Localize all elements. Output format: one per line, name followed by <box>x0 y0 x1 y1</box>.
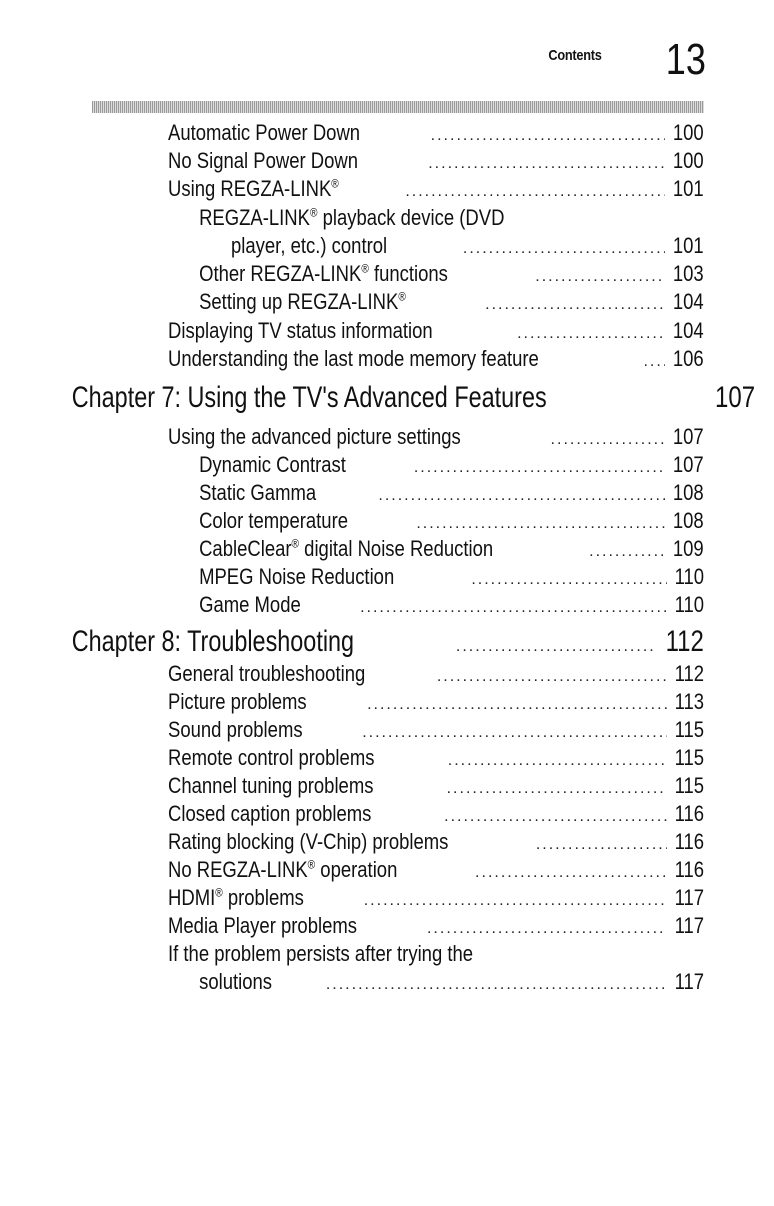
toc-entry-title: No Signal Power Down <box>168 148 359 173</box>
toc-entry-page: 115 <box>674 717 704 742</box>
toc-entry-page: 117 <box>674 913 704 938</box>
toc-entry-title: MPEG Noise Reduction <box>199 564 395 589</box>
toc-entry[interactable] <box>0 288 704 319</box>
toc-entry-title: Remote control problems <box>168 745 375 770</box>
toc-entry-page: 108 <box>673 508 704 533</box>
toc-entry-title: player, etc.) control <box>231 233 388 258</box>
dot-leader <box>326 971 667 999</box>
toc-entry[interactable] <box>0 940 704 968</box>
toc-entry-title: Rating blocking (V-Chip) problems <box>168 829 449 854</box>
toc-entry[interactable] <box>0 119 704 150</box>
toc-entry-title: No REGZA-LINK® operation <box>168 857 398 882</box>
toc-entry[interactable] <box>0 968 704 999</box>
toc-entry-page: 101 <box>673 233 704 258</box>
toc-entry[interactable] <box>0 716 704 747</box>
toc-chapter-title: Chapter 7: Using the TV's Advanced Features <box>71 381 547 414</box>
dot-leader <box>360 594 667 622</box>
toc-entry-title: Using the advanced picture settings <box>168 424 461 449</box>
dot-leader <box>448 747 667 775</box>
toc-entry-page: 100 <box>673 120 704 145</box>
toc-chapter-page: 112 <box>665 625 704 658</box>
toc-entry-title: Understanding the last mode memory feature <box>168 346 539 371</box>
toc-entry[interactable] <box>0 147 704 178</box>
toc-entry-title: Closed caption problems <box>168 801 372 826</box>
dot-leader <box>427 915 667 943</box>
toc-entry[interactable] <box>0 535 704 566</box>
toc-entry-title: Color temperature <box>199 508 349 533</box>
toc-entry-page: 104 <box>673 289 704 314</box>
dot-leader <box>475 859 667 887</box>
header-rule <box>92 101 704 113</box>
toc-entry[interactable] <box>0 744 704 775</box>
toc-chapter-entry[interactable] <box>0 625 704 661</box>
toc-entry-page: 104 <box>673 318 704 343</box>
dot-leader <box>447 775 667 803</box>
toc-entry-page: 106 <box>673 346 704 371</box>
toc-entry-title: REGZA-LINK® playback device (DVD <box>199 205 505 230</box>
toc-entry-page: 110 <box>674 564 704 589</box>
toc-entry-page: 115 <box>674 773 704 798</box>
toc-entry[interactable] <box>0 800 704 831</box>
toc-entry[interactable] <box>0 912 704 943</box>
dot-leader <box>485 291 665 319</box>
toc-entry-title: CableClear® digital Noise Reduction <box>199 536 494 561</box>
toc-entry-page: 110 <box>674 592 704 617</box>
dot-leader <box>367 691 667 719</box>
toc-entry-page: 113 <box>674 689 704 714</box>
dot-leader <box>444 803 667 831</box>
dot-leader <box>437 663 667 691</box>
toc-entry[interactable] <box>0 175 704 206</box>
toc-entry[interactable] <box>0 884 704 915</box>
toc-entry[interactable] <box>0 856 704 887</box>
toc-entry[interactable] <box>0 688 704 719</box>
dot-leader <box>517 320 665 348</box>
toc-chapter-page: 107 <box>714 381 755 414</box>
toc-entry-page: 107 <box>673 424 704 449</box>
toc-entry-title: Displaying TV status information <box>168 318 433 343</box>
dot-leader <box>535 263 665 291</box>
toc-entry-page: 116 <box>674 829 704 854</box>
toc-entry[interactable] <box>0 828 704 859</box>
toc-entry-title: Automatic Power Down <box>168 120 361 145</box>
toc-entry-title: Using REGZA-LINK® <box>168 176 339 201</box>
toc-entry-page: 108 <box>673 480 704 505</box>
toc-entry-page: 101 <box>673 176 704 201</box>
toc-chapter-entry[interactable] <box>0 381 755 417</box>
toc-entry-page: 116 <box>674 857 704 882</box>
toc-entry-title: HDMI® problems <box>168 885 304 910</box>
toc-entry-title: solutions <box>199 969 273 994</box>
dot-leader <box>589 538 665 566</box>
toc-entry-page: 117 <box>674 885 704 910</box>
toc-entry-page: 100 <box>673 148 704 173</box>
toc-entry[interactable] <box>0 591 704 622</box>
toc-entry[interactable] <box>0 423 704 454</box>
toc-entry[interactable] <box>0 260 704 291</box>
toc-entry-title: Dynamic Contrast <box>199 452 346 477</box>
dot-leader <box>456 633 654 661</box>
toc-entry-title: Static Gamma <box>199 480 317 505</box>
toc-entry-title: Game Mode <box>199 592 301 617</box>
toc-entry-page: 115 <box>674 745 704 770</box>
toc-entry-page: 107 <box>673 452 704 477</box>
toc-entry-page: 103 <box>673 261 704 286</box>
toc-entry[interactable] <box>0 660 704 691</box>
dot-leader <box>643 348 665 376</box>
toc-entry-title: If the problem persists after trying the <box>168 941 474 966</box>
toc-entry[interactable] <box>0 345 704 376</box>
toc-entry-page: 116 <box>674 801 704 826</box>
toc-entry[interactable] <box>0 451 704 482</box>
dot-leader <box>416 510 665 538</box>
dot-leader <box>431 122 666 150</box>
dot-leader <box>362 719 667 747</box>
dot-leader <box>463 235 665 263</box>
toc-entry-title: Other REGZA-LINK® functions <box>199 261 448 286</box>
dot-leader <box>405 178 665 206</box>
toc-entry-title: Picture problems <box>168 689 307 714</box>
dot-leader <box>364 887 667 915</box>
dot-leader <box>378 482 665 510</box>
toc-entry[interactable] <box>0 507 704 538</box>
toc-entry[interactable] <box>0 232 704 263</box>
toc-entry-page: 112 <box>674 661 704 686</box>
toc-entry[interactable] <box>0 772 704 803</box>
page-number: 13 <box>665 35 706 84</box>
dot-leader <box>471 566 667 594</box>
toc-entry-title: Setting up REGZA-LINK® <box>199 289 406 314</box>
toc-entry[interactable] <box>0 479 704 510</box>
running-header-label: Contents <box>548 47 602 64</box>
dot-leader <box>428 150 665 178</box>
toc-entry-page: 109 <box>673 536 704 561</box>
toc-chapter-title: Chapter 8: Troubleshooting <box>71 625 355 658</box>
dot-leader <box>551 426 666 454</box>
toc-entry-page: 117 <box>674 969 704 994</box>
toc-entry-title: Media Player problems <box>168 913 357 938</box>
toc-entry-title: Channel tuning problems <box>168 773 374 798</box>
dot-leader <box>414 454 665 482</box>
toc-entry-title: Sound problems <box>168 717 303 742</box>
toc-entry[interactable] <box>0 204 704 232</box>
toc-entry-title: General troubleshooting <box>168 661 366 686</box>
toc-entry[interactable] <box>0 317 704 348</box>
dot-leader <box>536 831 667 859</box>
toc-entry[interactable] <box>0 563 704 594</box>
